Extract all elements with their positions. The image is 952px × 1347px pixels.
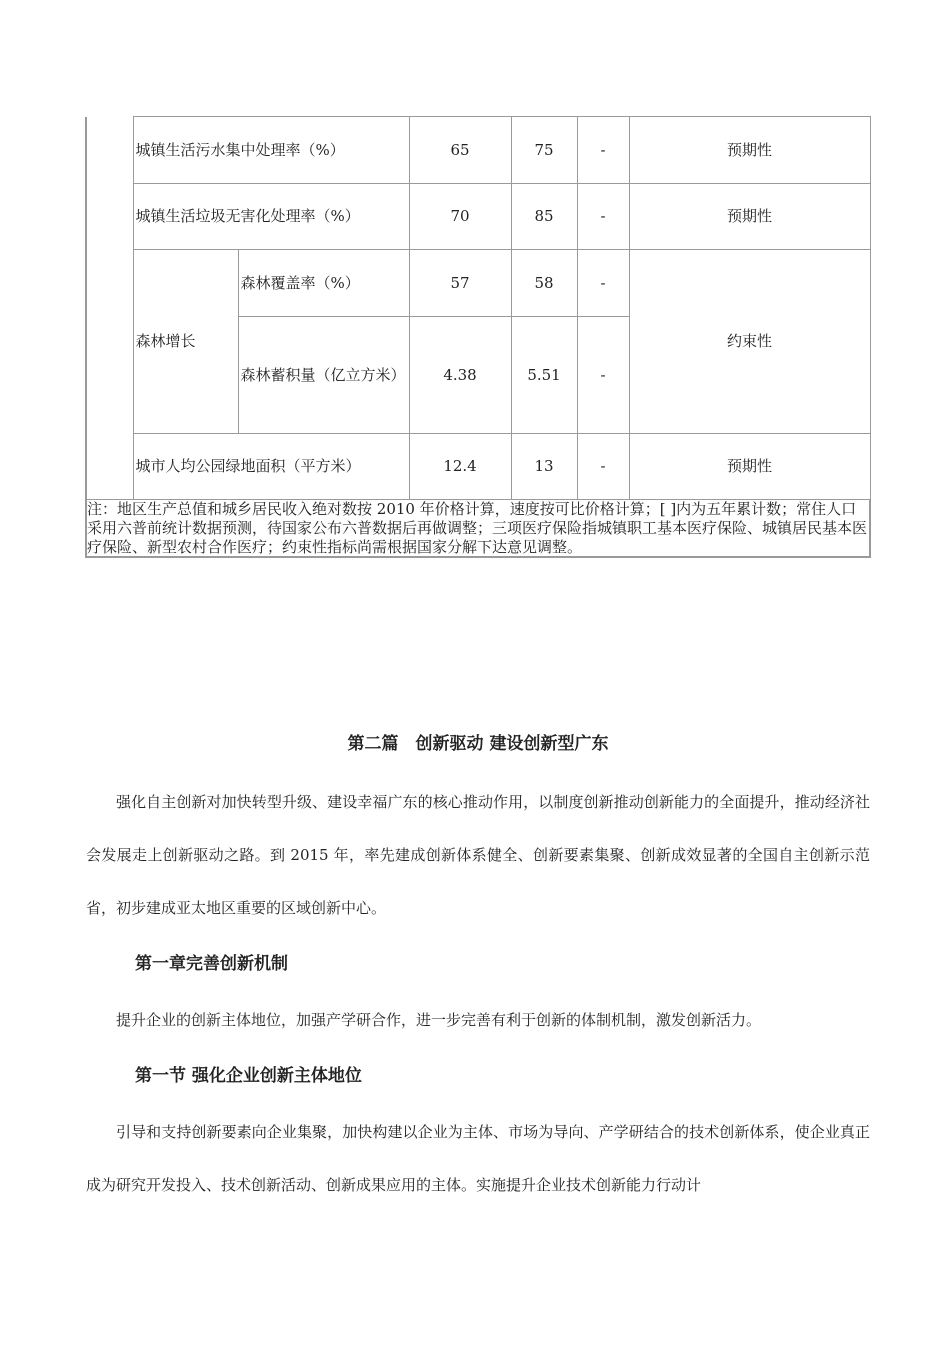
growth-value: -	[577, 317, 629, 434]
growth-value: -	[577, 434, 629, 500]
value-2015: 13	[511, 434, 577, 500]
part-title: 第二篇 创新驱动 建设创新型广东	[347, 734, 609, 754]
indicator-attribute: 预期性	[629, 434, 870, 500]
section-title: 第一节 强化企业创新主体地位	[135, 1066, 362, 1086]
indicator-name: 城镇生活污水集中处理率（%）	[133, 117, 409, 184]
indicator-name: 森林覆盖率（%）	[238, 250, 409, 317]
value-2010: 70	[409, 184, 511, 250]
table-row	[86, 250, 870, 317]
part-intro-paragraph: 强化自主创新对加快转型升级、建设幸福广东的核心推动作用，以制度创新推动创新能力的全面提升，推动经济社会发展走上创新驱动之路。到 2015 年，率先建成创新体系健全、创新要素集聚、创新成效显著的全国自主创新示范省，初步建成亚太地区重要的区域创新中心。	[86, 793, 870, 917]
value-2010: 12.4	[409, 434, 511, 500]
indicator-attribute: 预期性	[629, 184, 870, 250]
section-body-paragraph: 引导和支持创新要素向企业集聚，加快构建以企业为主体、市场为导向、产学研结合的技术创新体系，使企业真正成为研究开发投入、技术创新活动、创新成果应用的主体。实施提升企业技术创新能力行动计	[86, 1123, 870, 1194]
table-row	[86, 184, 870, 250]
growth-value: -	[577, 250, 629, 317]
document-body	[86, 712, 870, 1212]
growth-value: -	[577, 117, 629, 184]
indicator-name: 森林蓄积量（亿立方米）	[238, 317, 409, 434]
table-row	[86, 500, 870, 558]
value-2015: 58	[511, 250, 577, 317]
group-cell	[86, 250, 133, 317]
table-row	[86, 434, 870, 500]
chapter-title: 第一章完善创新机制	[135, 954, 288, 974]
value-2010: 57	[409, 250, 511, 317]
indicator-name: 城镇生活垃圾无害化处理率（%）	[133, 184, 409, 250]
indicator-name: 城市人均公园绿地面积（平方米）	[133, 434, 409, 500]
chapter-intro-paragraph: 提升企业的创新主体地位，加强产学研合作，进一步完善有利于创新的体制机制，激发创新活力。	[116, 1011, 762, 1029]
group-cell	[86, 434, 133, 500]
growth-value: -	[577, 184, 629, 250]
group-cell	[86, 184, 133, 250]
indicator-table-wrapper	[85, 116, 871, 558]
value-2010: 4.38	[409, 317, 511, 434]
indicator-attribute: 预期性	[629, 117, 870, 184]
group-cell	[86, 317, 133, 434]
value-2010: 65	[409, 117, 511, 184]
indicator-category: 森林增长	[133, 250, 238, 434]
group-cell	[86, 117, 133, 184]
value-2015: 85	[511, 184, 577, 250]
indicator-attribute: 约束性	[629, 250, 870, 434]
indicator-table	[85, 116, 871, 558]
value-2015: 75	[511, 117, 577, 184]
value-2015: 5.51	[511, 317, 577, 434]
table-note: 注：地区生产总值和城乡居民收入绝对数按 2010 年价格计算，速度按可比价格计算；[ ]内为五年累计数；常住人口采用六普前统计数据预测，待国家公布六普数据后再做调整；三项医疗保险指城镇职工基本医疗保险、城镇居民基本医疗保险、新型农村合作医疗；约束性指标尚需根据国家分解下达意见调整。	[86, 500, 870, 558]
table-row	[86, 117, 870, 184]
